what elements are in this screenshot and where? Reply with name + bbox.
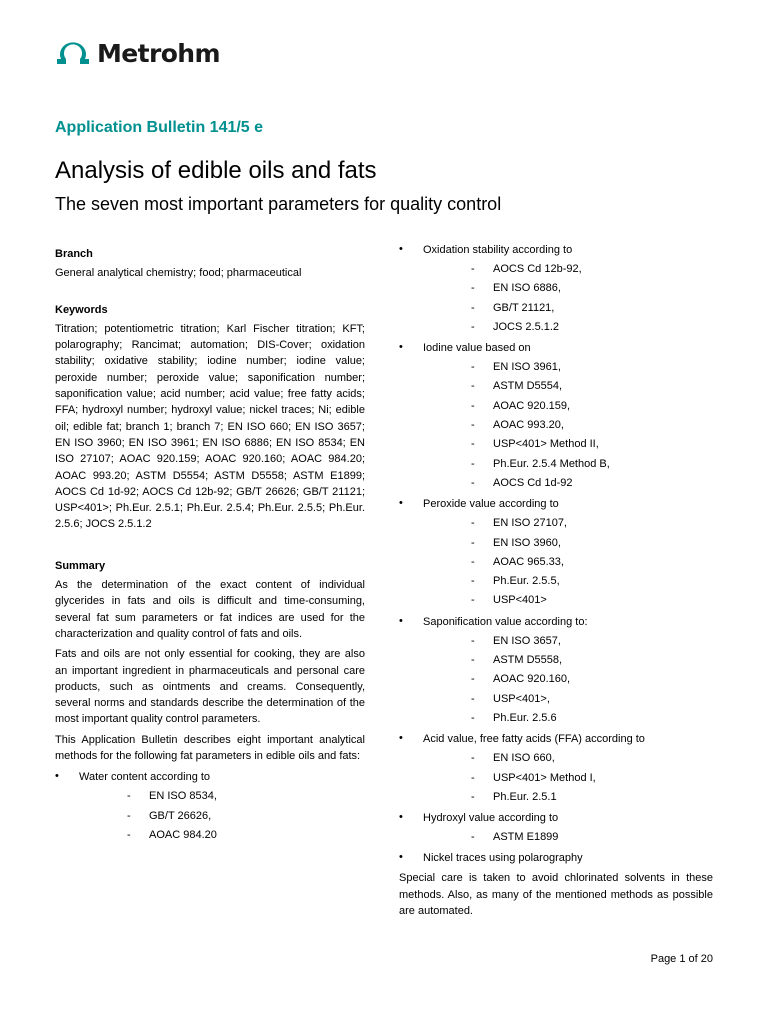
method-item [399,613,713,728]
closing-paragraph: Special care is taken to avoid chlorinated solvents in these methods. Also, as many of the mentioned methods as possible are automated. [399,872,713,918]
standard-item [423,690,713,709]
dash-marker: - [127,828,131,841]
method-label: Acid value, free fatty acids (FFA) according to [423,733,645,746]
method-item [399,495,713,610]
dash-marker: - [471,282,475,295]
standard-item [423,651,713,670]
standard-item [423,591,713,610]
method-label: Peroxide value according to [423,498,559,511]
dash-marker: - [471,536,475,549]
standard-text: EN ISO 3961, [493,361,561,374]
dash-marker: - [471,711,475,724]
standard-text: Ph.Eur. 2.5.5, [493,575,560,588]
bulletin-number: Application Bulletin 141/5 e [55,119,264,136]
standard-text: AOAC 920.159, [493,399,571,412]
standard-item [423,279,713,298]
standard-item [423,377,713,396]
dash-marker: - [471,476,475,489]
standard-item [423,358,713,377]
dash-marker: - [471,790,475,803]
left-column [55,246,365,847]
standard-item [423,749,713,768]
dash-marker: - [471,831,475,844]
page-subtitle: The seven most important parameters for quality control [55,194,502,214]
standard-text: AOAC 984.20 [149,828,217,841]
standards-list [423,260,713,337]
standard-item [423,455,713,474]
standard-text: EN ISO 27107, [493,517,567,530]
summary-heading: Summary [55,559,106,572]
standard-text: EN ISO 6886, [493,282,561,295]
method-item [55,768,365,845]
standard-item [423,474,713,493]
standard-text: USP<401> Method II, [493,438,599,451]
dash-marker: - [471,419,475,432]
standard-item [423,534,713,553]
standard-text: AOCS Cd 1d-92 [493,476,573,489]
metrohm-logo [55,38,220,68]
branch-text: General analytical chemistry; food; pharmaceutical [55,267,302,280]
method-item [399,339,713,493]
dash-marker: - [471,517,475,530]
standard-item [423,828,713,847]
dash-marker: - [471,380,475,393]
standard-item [423,514,713,533]
dash-marker: - [471,320,475,333]
standard-text: USP<401> [493,594,547,607]
bullet-icon: • [399,732,403,745]
standard-item [423,572,713,591]
dash-marker: - [471,654,475,667]
method-item [399,849,713,868]
method-item [399,241,713,337]
bullet-icon: • [399,614,403,627]
bullet-icon: • [399,811,403,824]
dash-marker: - [471,771,475,784]
standard-text: EN ISO 3960, [493,536,561,549]
standard-item [423,553,713,572]
method-item [399,730,713,807]
keywords-heading: Keywords [55,303,108,316]
standard-text: GB/T 21121, [493,301,555,314]
standard-text: Ph.Eur. 2.5.4 Method B, [493,457,610,470]
dash-marker: - [471,555,475,568]
bullet-icon: • [399,497,403,510]
standard-text: AOAC 993.20, [493,419,564,432]
standard-item [423,435,713,454]
dash-marker: - [471,361,475,374]
method-label: Water content according to [79,771,211,784]
standard-item [423,788,713,807]
dash-marker: - [471,594,475,607]
metrohm-omega-icon [55,39,91,67]
standard-item [423,769,713,788]
method-label: Hydroxyl value according to [423,812,559,825]
dash-marker: - [127,790,131,803]
keywords-text: Titration; potentiometric titration; Karl Fischer titration; KFT; polarography; Rancimat; automation; DIS-Cover; oxidation stability; oxidative stability; iodine number; iodine value; peroxide number; peroxide value; saponification number; saponification value; acid number; acid value; free fatty acids; FFA; hydroxyl number; hydroxyl value; nickel traces; Ni; edible oil; edible fat; branch 1; branch 7; EN ISO 660; EN ISO 3657; EN ISO 3960; EN ISO 3961; EN ISO 6886; EN ISO 8534; EN ISO 27107; AOAC 920.159; AOAC 920.160; AOAC 984.20; AOAC 993.20; ASTM D5554; ASTM D5558; ASTM E1899; AOCS Cd 1d-92; AOCS Cd 12b-92; GB/T 26626; GB/T 21121; USP<401>; Ph.Eur. 2.5.1; Ph.Eur. 2.5.4; Ph.Eur. 2.5.5; Ph.Eur. 2.5.6; JOCS 2.5.1.2 [55,322,365,531]
dash-marker: - [471,575,475,588]
summary-paragraph: This Application Bulletin describes eight important analytical methods for the following fat parameters in edible oils and fats: [55,733,365,763]
standard-item [423,416,713,435]
right-column [399,241,713,923]
standard-text: USP<401>, [493,692,550,705]
standard-item [79,787,365,806]
standard-item [423,318,713,337]
standard-item [423,709,713,728]
method-label: Saponification value according to: [423,615,588,628]
method-label: Oxidation stability according to [423,244,573,256]
standards-list [423,828,713,847]
summary-paragraph: As the determination of the exact content of individual glycerides in fats and oils is difficult and time-consuming, several fat sum parameters or fat indices are used for the characterization and quality control of fats and oils. [55,579,365,640]
standard-item [79,807,365,826]
method-label: Nickel traces using polarography [423,852,583,865]
page-number: Page 1 of 20 [650,953,713,965]
standard-item [423,632,713,651]
standard-item [423,397,713,416]
dash-marker: - [471,692,475,705]
bullet-icon: • [399,341,403,354]
dash-marker: - [471,263,475,275]
bullet-icon: • [55,770,59,783]
branch-heading: Branch [55,248,93,260]
standard-text: AOCS Cd 12b-92, [493,263,582,275]
logo-text: Metrohm [97,38,220,68]
standard-text: GB/T 26626, [149,809,212,822]
methods-list-right [399,241,713,868]
methods-list-left [55,768,365,845]
summary-paragraph: Fats and oils are not only essential for cooking, they are also an important ingredient in pharmaceuticals and personal care products, such as ointments and creams. Consequently, several norms and standards describe the determination of the most important quality control parameters. [55,648,365,726]
standard-text: ASTM D5558, [493,654,563,667]
standard-text: EN ISO 3657, [493,634,561,647]
standard-text: Ph.Eur. 2.5.1 [493,790,557,803]
dash-marker: - [471,752,475,765]
standard-text: AOAC 965.33, [493,555,564,568]
standard-text: AOAC 920.160, [493,673,571,686]
standard-item [423,670,713,689]
dash-marker: - [471,301,475,314]
standards-list [423,358,713,493]
dash-marker: - [471,457,475,470]
bullet-icon: • [399,851,403,864]
page-title: Analysis of edible oils and fats [55,157,377,184]
dash-marker: - [471,438,475,451]
standard-text: EN ISO 8534, [149,790,217,803]
standard-text: EN ISO 660, [493,752,555,765]
standard-item [423,299,713,318]
standards-list [423,749,713,807]
standard-text: ASTM E1899 [493,831,559,844]
standard-item [423,260,713,279]
dash-marker: - [127,809,131,822]
standards-list [79,787,365,845]
standard-text: Ph.Eur. 2.5.6 [493,711,557,724]
standard-item [79,826,365,845]
bullet-icon: • [399,243,403,255]
standard-text: JOCS 2.5.1.2 [493,320,560,333]
standards-list [423,514,713,610]
standard-text: ASTM D5554, [493,380,563,393]
dash-marker: - [471,399,475,412]
method-label: Iodine value based on [423,342,531,355]
dash-marker: - [471,673,475,686]
standard-text: USP<401> Method I, [493,771,596,784]
dash-marker: - [471,634,475,647]
method-item [399,809,713,847]
standards-list [423,632,713,728]
